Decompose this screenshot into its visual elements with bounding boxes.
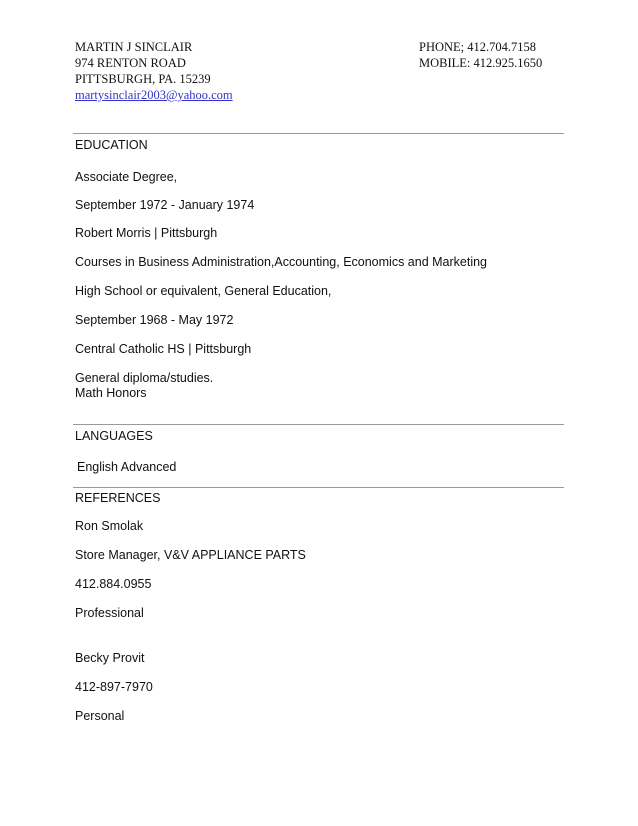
- high-school-dates: September 1968 - May 1972: [75, 313, 234, 327]
- applicant-name: MARTIN J SINCLAIR: [75, 40, 193, 54]
- degree-title: Associate Degree,: [75, 170, 178, 184]
- courses-text: Courses in Business Administration,Accounting, Economics and Marketing: [75, 255, 488, 269]
- section-divider: [73, 487, 564, 488]
- high-school-title: High School or equivalent, General Education,: [75, 284, 332, 298]
- high-school-name: Central Catholic HS | Pittsburgh: [75, 342, 252, 356]
- contact-block-right: [419, 39, 542, 71]
- contact-block-left: [75, 39, 233, 103]
- reference-2-type: Personal: [75, 709, 125, 723]
- reference-1-name: Ron Smolak: [75, 519, 144, 533]
- section-divider: [73, 133, 564, 134]
- languages-heading: LANGUAGES: [75, 429, 153, 443]
- reference-1-title: Store Manager, V&V APPLIANCE PARTS: [75, 548, 306, 562]
- email-link[interactable]: martysinclair2003@yahoo.com: [75, 88, 233, 102]
- diploma-text: General diploma/studies.: [75, 371, 214, 385]
- section-divider: [73, 424, 564, 425]
- mobile-number: MOBILE: 412.925.1650: [419, 56, 543, 70]
- college-name: Robert Morris | Pittsburgh: [75, 226, 218, 240]
- language-item: English Advanced: [77, 460, 177, 474]
- reference-1-type: Professional: [75, 606, 144, 620]
- phone-number: PHONE; 412.704.7158: [419, 40, 537, 54]
- reference-2-name: Becky Provit: [75, 651, 145, 665]
- reference-1-phone: 412.884.0955: [75, 577, 152, 591]
- honors-text: Math Honors: [75, 386, 147, 400]
- education-heading: EDUCATION: [75, 138, 148, 152]
- city-state-zip: PITTSBURGH, PA. 15239: [75, 72, 211, 86]
- street-address: 974 RENTON ROAD: [75, 56, 186, 70]
- reference-2-phone: 412-897-7970: [75, 680, 153, 694]
- degree-dates: September 1972 - January 1974: [75, 198, 255, 212]
- references-heading: REFERENCES: [75, 491, 161, 505]
